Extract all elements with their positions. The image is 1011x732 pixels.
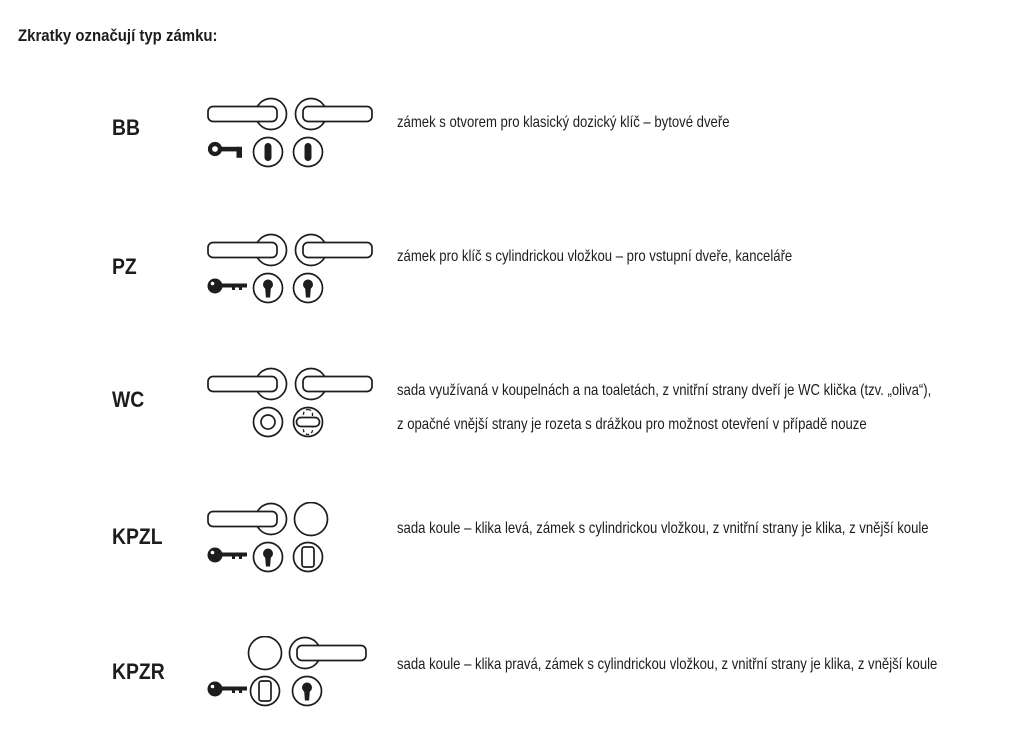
- lock-icons-pz: [205, 233, 375, 313]
- lever-handle-right-icon: [296, 99, 373, 130]
- classic-key-icon: [210, 144, 242, 158]
- page-title: [18, 26, 245, 46]
- blind-rosette-icon: [294, 543, 323, 572]
- lock-type-description-wc: [397, 374, 1011, 442]
- lever-handle-right-icon: [296, 369, 373, 400]
- lock-type-description-kpzl: sada koule – klika levá, zámek s cylindrickou vložkou, z vnitřní strany je klika, z vnější koule: [397, 520, 929, 537]
- cylinder-keyhole-rosette-icon: [254, 543, 283, 572]
- cylinder-key-icon: [208, 548, 248, 563]
- knob-icon: [295, 503, 328, 536]
- lock-icons-kpzl: [205, 502, 375, 582]
- lock-icons-wc: [205, 367, 375, 447]
- blind-rosette-icon: [251, 677, 280, 706]
- cylinder-keyhole-rosette-icon: [293, 677, 322, 706]
- rosette-with-slot-icon: [254, 408, 283, 437]
- cylinder-key-icon: [208, 682, 248, 697]
- knob-icon: [249, 637, 282, 670]
- classic-keyhole-rosette-icon: [254, 138, 283, 167]
- lock-type-code-kpzl: KPZL: [112, 524, 163, 549]
- lock-type-code-bb: BB: [112, 115, 140, 140]
- description-line: z opačné vnější strany je rozeta s drážkou pro možnost otevření v případě nouze: [397, 416, 867, 433]
- description-line: sada využívaná v koupelnách a na toaletách, z vnitřní strany dveří je WC klička (tzv. „oliva“),: [397, 382, 932, 399]
- lock-type-description-bb: zámek s otvorem pro klasický dozický klíč – bytové dveře: [397, 114, 730, 131]
- lock-type-code-pz: PZ: [112, 254, 137, 279]
- lever-handle-left-icon: [208, 235, 287, 266]
- lever-handle-right-icon: [296, 235, 373, 266]
- lock-icons-kpzr: [205, 636, 375, 716]
- page-title-text: Zkratky označují typ zámku:: [18, 26, 218, 45]
- lever-handle-left-icon: [208, 99, 287, 130]
- lever-handle-right-icon: [290, 638, 367, 669]
- lock-icons-bb: [205, 97, 375, 177]
- cylinder-keyhole-rosette-icon: [254, 274, 283, 303]
- cylinder-keyhole-rosette-icon: [294, 274, 323, 303]
- wc-oliva-turn-rosette-icon: [294, 408, 323, 437]
- lock-type-code-kpzr: KPZR: [112, 659, 165, 684]
- classic-keyhole-rosette-icon: [294, 138, 323, 167]
- cylinder-key-icon: [208, 279, 248, 294]
- lever-handle-left-icon: [208, 369, 287, 400]
- lock-type-description-pz: zámek pro klíč s cylindrickou vložkou – pro vstupní dveře, kanceláře: [397, 248, 793, 265]
- lock-type-code-wc: WC: [112, 387, 145, 412]
- lever-handle-left-icon: [208, 504, 287, 535]
- lock-type-description-kpzr: sada koule – klika pravá, zámek s cylindrickou vložkou, z vnitřní strany je klika, z vnější koule: [397, 656, 938, 673]
